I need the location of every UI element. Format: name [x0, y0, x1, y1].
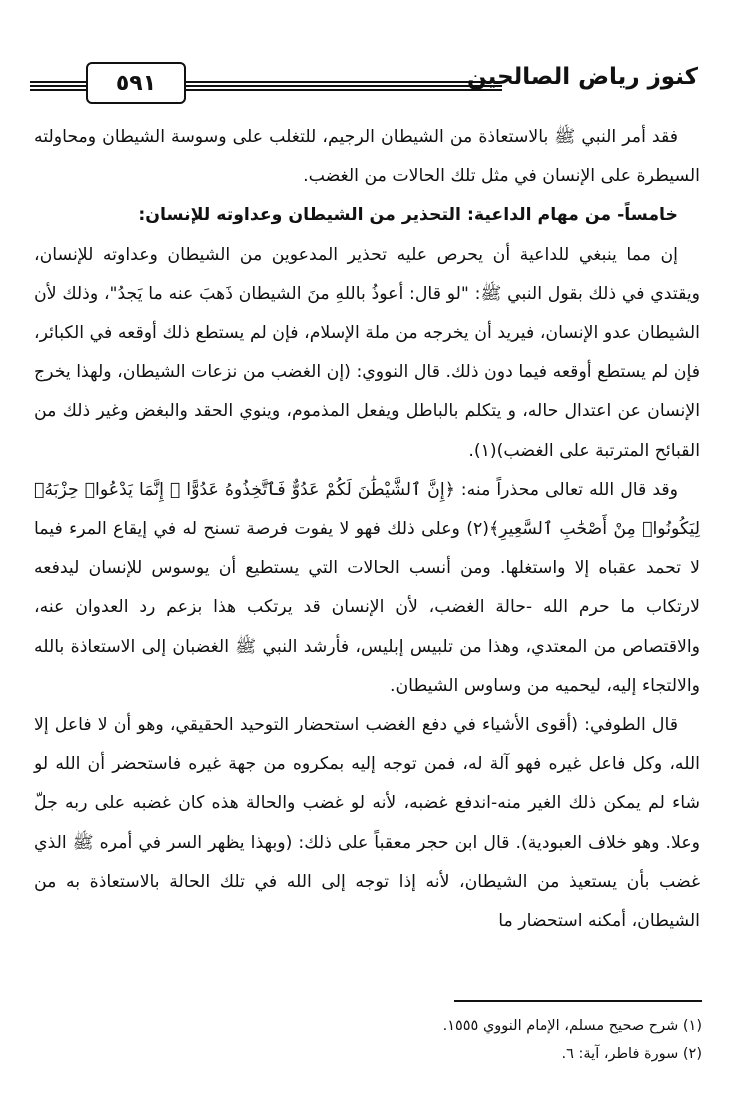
footnote-separator — [454, 1000, 702, 1002]
footnote-2: (٢) سورة فاطر، آية: ٦. — [561, 1046, 702, 1062]
footnotes — [42, 1012, 702, 1068]
paragraph: قال الطوفي: (أقوى الأشياء في دفع الغضب استحضار التوحيد الحقيقي، وهو أن لا فاعل إلا الله، وكل فاعل غيره فهو آلة له، فمن توجه إليه بمكروه من جهة غيره فاستحضر أن الله لو شاء لم يمكن ذلك الغير منه-اندفع غضبه، لأنه لو غضب والحالة هذه كان غضبه على ربه جلّ وعلا. وهو خلاف العبودية). قال ابن حجر معقباً على ذلك: (وبهذا يظهر السر في أمره ﷺ الذي غضب بأن يستعيذ من الشيطان، لأنه إذا توجه إلى الله في تلك الحالة بالاستعاذة به من الشيطان، أمكنه استحضار ما — [34, 715, 700, 932]
body-text — [34, 118, 700, 941]
header-rule-right — [186, 81, 502, 93]
header-rule-left — [30, 81, 86, 93]
paragraph: فقد أمر النبي ﷺ بالاستعاذة من الشيطان الرجيم، للتغلب على وسوسة الشيطان ومحاولته السيطرة على الإنسان في مثل تلك الحالات من الغضب. — [34, 127, 700, 187]
paragraph: وقد قال الله تعالى محذراً منه: ﴿إِنَّ ٱلشَّيْطَٰنَ لَكُمْ عَدُوٌّ فَٱتَّخِذُوهُ عَدُوًّا ۚ إِنَّمَا يَدْعُوا۟ حِزْبَهُۥ لِيَكُونُوا۟ مِنْ أَصْحَٰبِ ٱلسَّعِيرِ﴾(٢) وعلى ذلك فهو لا يفوت فرصة تسنح له في إيقاع المرء فيما لا تحمد عقباه إلا واستغلها. ومن أنسب الحالات التي يستطيع أن يوسوس للإنسان ليدفعه لارتكاب ما حرم الله -حالة الغضب، لأن الإنسان قد يرتكب هذا بزعم رد العدوان عنه، والاقتصاص من المعتدي، وهذا من تلبيس إبليس، فأرشد النبي ﷺ الغضبان إلى الاستعاذة بالله والالتجاء إليه، ليحميه من وساوس الشيطان. — [34, 479, 700, 696]
book-title: كنوز رياض الصالحين — [466, 64, 698, 90]
section-heading: خامساً- من مهام الداعية: التحذير من الشيطان وعداوته للإنسان: — [138, 205, 678, 226]
paragraph: إن مما ينبغي للداعية أن يحرص عليه تحذير المدعوين من الشيطان وعداوته للإنسان، ويقتدي في ذلك بقول النبي ﷺ: "لو قال: أعوذُ باللهِ منَ الشيطان ذَهبَ عنه ما يَجدُ"، وذلك لأن الشيطان عدو الإنسان، فيريد أن يخرجه من ملة الإسلام، فإن لم يستطع ذلك أوقعه في الكبائر، فإن لم يستطع أوقعه فيما دون ذلك. قال النووي: (إن الغضب من نزعات الشيطان، ولهذا يخرج الإنسان عن اعتدال حاله، و يتكلم بالباطل ويفعل المذموم، وينوي الحقد والبغض وغير ذلك من القبائح المترتبة على الغضب)(١). — [34, 244, 700, 461]
page-number: ٥٩١ — [86, 62, 186, 104]
page-header — [30, 62, 698, 108]
footnote-1: (١) شرح صحيح مسلم، الإمام النووي ١٥٥٥. — [442, 1018, 702, 1034]
